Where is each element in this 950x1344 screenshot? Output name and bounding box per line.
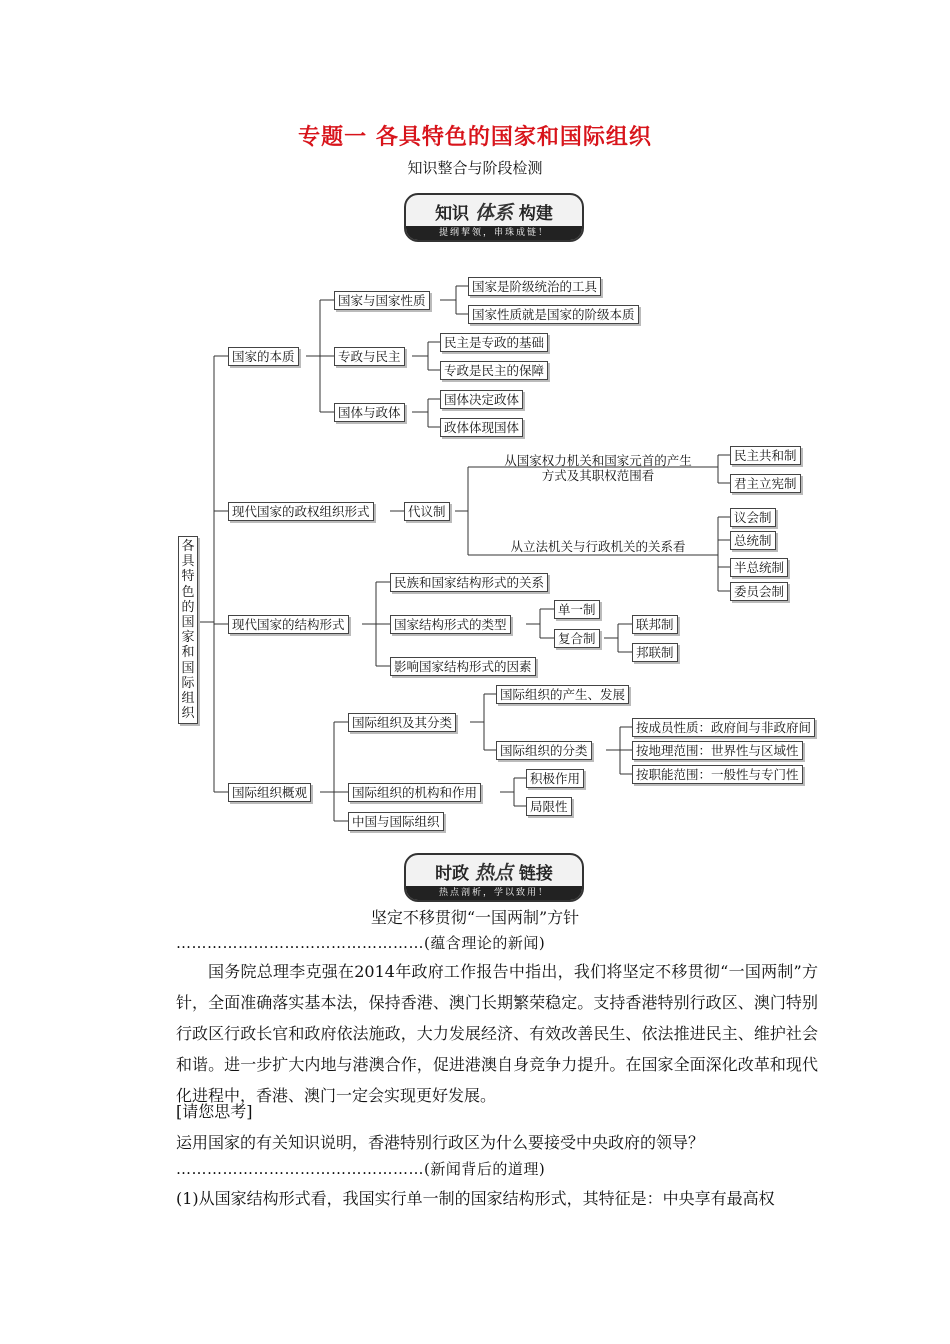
node-semi-presidential: 半总统制 [730, 558, 788, 577]
answer-start: (1)从国家结构形式看，我国实行单一制的国家结构形式，其特征是：中央享有最高权 [176, 1189, 775, 1208]
banner2-hand-text: 热点 [474, 862, 513, 884]
node-democracy-basis: 民主是专政的基础 [440, 333, 548, 352]
node-state-nature: 国家与国家性质 [334, 291, 430, 310]
node-state-essence: 国家的本质 [228, 347, 299, 366]
node-committee: 委员会制 [730, 582, 788, 601]
banner2-right-text: 链接 [518, 864, 553, 884]
label-view-head-of-state-line2: 方式及其职权范围看 [541, 468, 655, 483]
banner-right-text: 构建 [518, 204, 553, 224]
banner-left-text: 知识 [435, 204, 470, 224]
banner2-tagline: 热点剖析，学以致用！ [406, 886, 582, 900]
news-dots-reason: …………………………………………(新闻背后的道理) [176, 1160, 546, 1178]
news-body: 国务院总理李克强在2014年政府工作报告中指出，我们将坚定不移贯彻“一国两制”方针，全面准确落实基本法，保持香港、澳门长期繁荣稳定。支持香港特别行政区、澳门特别行政区行政长官和政府依法施政，大力发展经济、有效改善民生、依法推进民主、维护社会和谐。进一步扩大内地与港澳合作，促进港澳自身竞争力提升。在国家全面深化改革和现代化进程中，香港、澳门一定会实现更好发展。 [176, 962, 818, 1105]
label-view-head-of-state-line1: 从国家权力机关和国家元首的产生 [504, 453, 692, 468]
node-confederation: 邦联制 [632, 643, 678, 662]
node-polity-reflects: 政体体现国体 [440, 418, 523, 437]
node-intl-origin: 国际组织的产生、发展 [496, 685, 629, 704]
node-class-rule-tool: 国家是阶级统治的工具 [468, 277, 601, 296]
node-nation-structure-relation: 民族和国家结构形式的关系 [390, 573, 548, 592]
label-view-head-of-state [480, 453, 716, 483]
banner-hand-text: 体系 [474, 202, 513, 224]
node-state-structure: 现代国家的结构形式 [228, 615, 349, 634]
node-dictatorship-guarantee: 专政是民主的保障 [440, 361, 548, 380]
node-unitary: 单一制 [554, 600, 600, 619]
node-presidential: 总统制 [730, 531, 776, 550]
page-title: 专题一 各具特色的国家和国际组织 [298, 125, 652, 150]
news-heading: 坚定不移贯彻“一国两制”方针 [370, 908, 580, 927]
node-parliamentary: 议会制 [730, 508, 776, 527]
node-state-system-decides: 国体决定政体 [440, 390, 523, 409]
label-view-legislative-executive: 从立法机关与行政机关的关系看 [510, 539, 686, 554]
node-positive-role: 积极作用 [526, 769, 584, 788]
node-representative-system: 代议制 [404, 502, 450, 521]
banner2-left-text: 时政 [435, 864, 470, 884]
node-structure-types: 国家结构形式的类型 [390, 615, 511, 634]
node-democratic-republic: 民主共和制 [730, 446, 801, 465]
think-prompt: [请您思考] [176, 1102, 253, 1121]
hot-topics-banner [404, 853, 584, 902]
node-by-function: 按职能范围：一般性与专门性 [632, 765, 803, 784]
node-dictatorship-democracy: 专政与民主 [334, 347, 405, 366]
node-class-essence: 国家性质就是国家的阶级本质 [468, 305, 639, 324]
node-intl-org-overview: 国际组织概观 [228, 783, 311, 802]
node-by-geography: 按地理范围：世界性与区域性 [632, 741, 803, 760]
page-subtitle: 知识整合与阶段检测 [407, 159, 543, 177]
banner-tagline: 提纲挈领，串珠成链！ [406, 226, 582, 240]
node-polity: 国体与政体 [334, 403, 405, 422]
node-intl-classify: 国际组织及其分类 [348, 713, 456, 732]
mindmap-root: 各 具 特 色 的 国 家 和 国 际 组 织 [178, 536, 198, 724]
node-intl-categories: 国际组织的分类 [496, 741, 592, 760]
news-dots-theory: …………………………………………(蕴含理论的新闻) [176, 934, 546, 952]
node-compound: 复合制 [554, 629, 600, 648]
question: 运用国家的有关知识说明，香港特别行政区为什么要接受中央政府的领导？ [176, 1133, 705, 1152]
node-structure-factors: 影响国家结构形式的因素 [390, 657, 536, 676]
node-limitation: 局限性 [526, 797, 572, 816]
node-by-membership: 按成员性质：政府间与非政府间 [632, 718, 815, 737]
node-china-intl: 中国与国际组织 [348, 812, 444, 831]
node-constitutional-monarchy: 君主立宪制 [730, 474, 801, 493]
node-regime-form: 现代国家的政权组织形式 [228, 502, 374, 521]
node-intl-function: 国际组织的机构和作用 [348, 783, 481, 802]
node-federation: 联邦制 [632, 615, 678, 634]
